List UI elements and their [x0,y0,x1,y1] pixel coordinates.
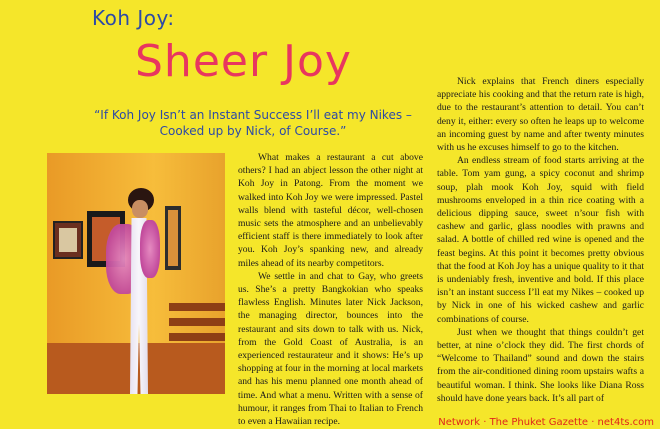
article-column-2 [437,75,644,405]
article-column-1 [238,151,423,428]
source-credit: Network · The Phuket Gazette · net4ts.com [438,417,654,428]
column-2-paragraph: An endless stream of food starts arriving at the table. Tom yam gung, a spicy coconut and shrimp soup, plah mook Koh Joy, squid with field mushrooms enveloped in a thin rice coating with a delicious dipping sauce, sweet n’sour fish with cashew and garlic, glass noodles with prawns and salad. A bottle of chilled red wine is opened and the feast begins. At this point it becomes pretty obvious that the food at Koh Joy has a unique quality to it that is undeniably fresh, inventive and bold. If this place isn’t an instant success I’ll eat my Nikes – cooked up by Nick in one of his wicked cashew and garlic combinations of course. [437,155,644,325]
column-1-paragraph: We settle in and chat to Gay, who greets us. She’s a pretty Bangkokian who speaks flawless English. Minutes later Nick Jackson, the managing director, bounces into the restaurant and sits down to talk with us. Nick, from the Gold Coast of Australia, is an experienced restaurateur and it shows: He’s up shopping at four in the morning at local markets and has his menu planned one month ahead of time. And what a menu. Written with a sense of humour, it ranges from Thai to Italian to French to even a Hawaiian recipe. [238,270,423,428]
column-2-paragraph: Just when we thought that things couldn’t get better, at nine o’clock they did. The first chords of “Welcome to Thailand” sound and down the stairs from the air-conditioned dining room upstairs wafts a beautiful woman. I think. She looks like Diana Ross should have done years back. It’s all part of [437,326,644,404]
column-1-paragraph: What makes a restaurant a cut above others? I had an abject lesson the other night at Koh Joy in Patong. From the moment we walked into Koh Joy we were impressed. Pastel walls blend with tasteful décor, well-chosen music sets the atmosphere and an unbelievably efficient staff is there immediately to look after you. Koh Joy’s spanking new, and already miles ahead of its nearby competitors. [238,152,423,269]
performer-photo [47,153,225,394]
article-kicker: Koh Joy: [92,6,175,30]
article-deck: “If Koh Joy Isn’t an Instant Success I’ll eat my Nikes – Cooked up by Nick, of Course.” [94,108,412,138]
article-headline: Sheer Joy [135,36,352,87]
column-2-paragraph: Nick explains that French diners especially appreciate his cooking and that the return rate is high, due to the restaurant’s attention to detail. You can’t deny it, either: every so often he leaps up to welcome an incoming guest by name and after twenty minutes with us he excuses himself to go to the kitchen. [437,76,644,154]
